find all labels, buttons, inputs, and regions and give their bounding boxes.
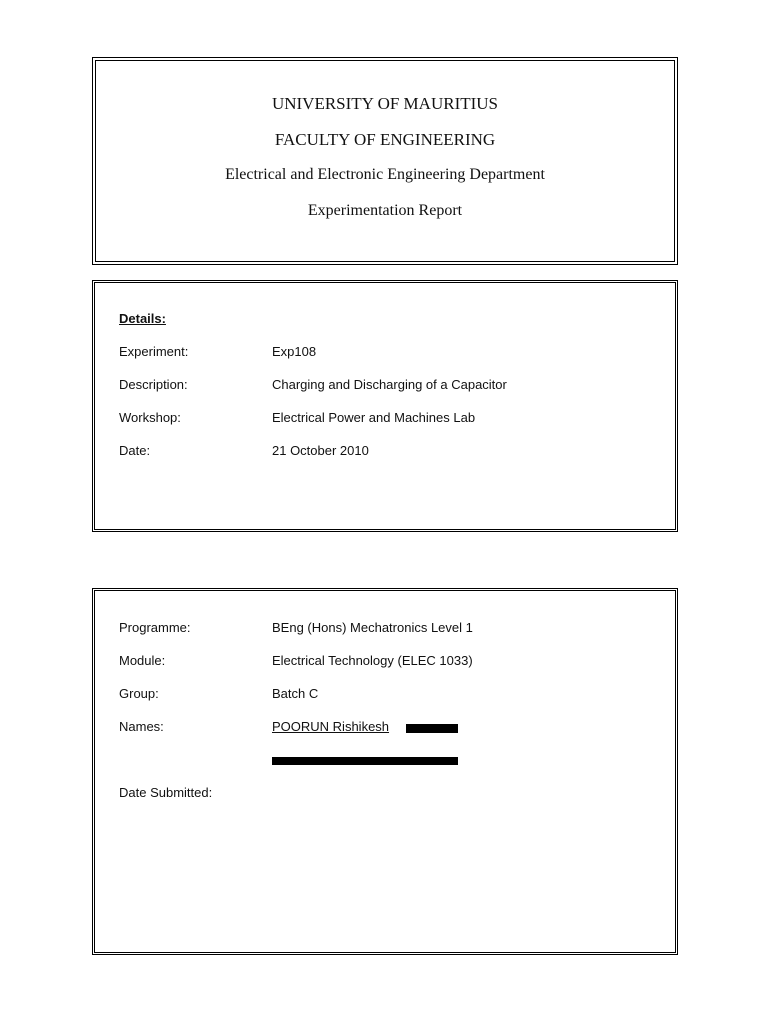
programme-value: BEng (Hons) Mechatronics Level 1 [272,620,473,635]
submission-box [92,588,678,955]
faculty-title: FACULTY OF ENGINEERING [274,130,496,149]
workshop-label: Workshop: [119,410,181,425]
university-title: UNIVERSITY OF MAURITIUS [271,94,499,113]
experiment-label: Experiment: [119,344,189,359]
experiment-value: Exp108 [272,344,317,359]
module-value: Electrical Technology (ELEC 1033) [272,653,473,668]
names-label: Names: [119,719,164,734]
module-label: Module: [119,653,166,668]
report-header-box [92,57,678,265]
redaction-mark-name-2 [272,757,458,765]
description-value: Charging and Discharging of a Capacitor [272,377,507,392]
programme-label: Programme: [119,620,191,635]
redaction-mark-id-1 [406,724,458,733]
group-label: Group: [119,686,159,701]
details-heading: Details: [119,311,166,326]
description-label: Description: [119,377,188,392]
date-submitted-label: Date Submitted: [119,785,213,800]
group-value: Batch C [272,686,319,701]
date-value: 21 October 2010 [272,443,369,458]
name-1: POORUN Rishikesh [272,719,390,734]
workshop-value: Electrical Power and Machines Lab [272,410,476,425]
details-box [92,280,678,532]
report-type-title: Experimentation Report [307,202,463,219]
date-label: Date: [119,443,151,458]
department-title: Electrical and Electronic Engineering Department [225,166,545,183]
